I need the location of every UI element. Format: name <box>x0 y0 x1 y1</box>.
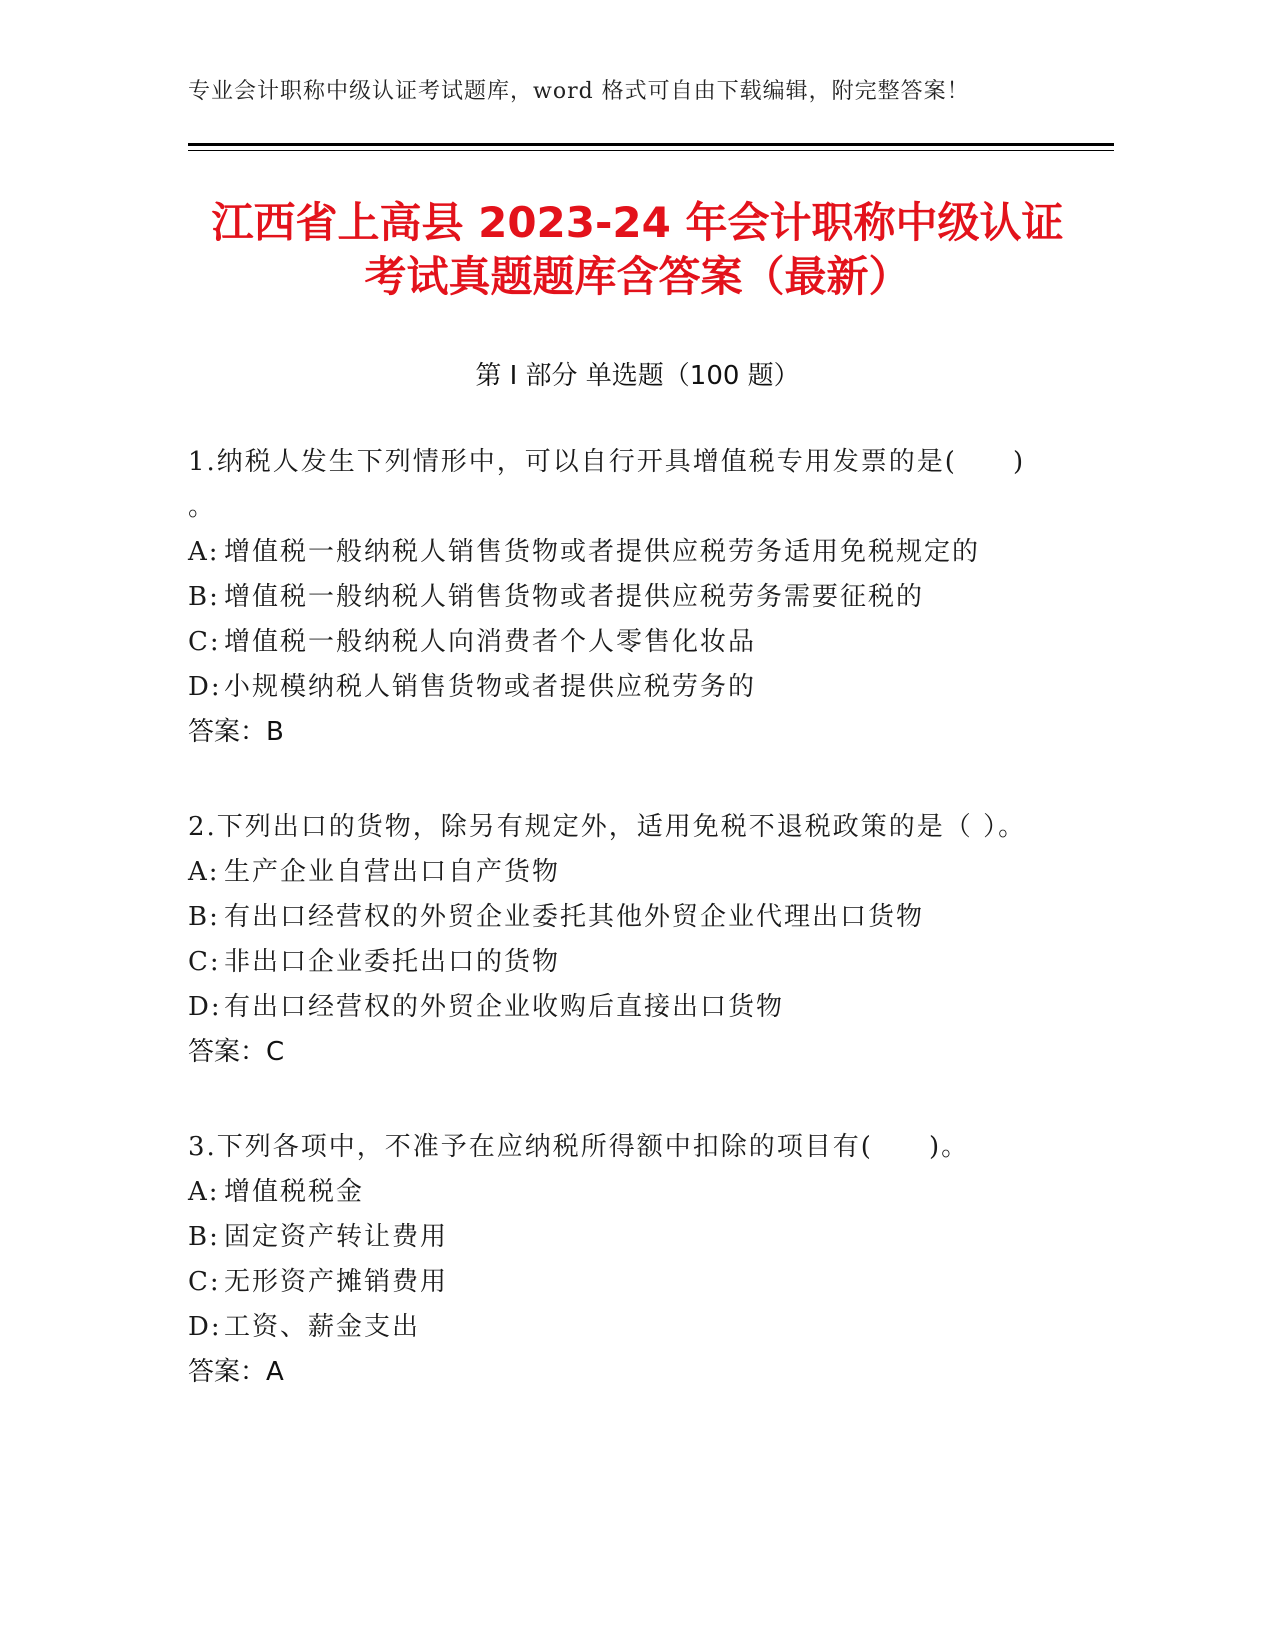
option-a <box>188 530 1088 575</box>
document-title <box>150 196 1125 304</box>
option-letter: C: <box>188 627 221 657</box>
option-c <box>188 1260 1088 1305</box>
question-stem: 1.纳税人发生下列情形中，可以自行开具增值税专用发票的是( ) <box>188 447 1026 477</box>
option-text: 生产企业自营出口自产货物 <box>224 857 561 887</box>
option-text: 小规模纳税人销售货物或者提供应税劳务的 <box>224 672 757 702</box>
answer-line: 答案：C <box>188 1037 285 1067</box>
question-stem: 2.下列出口的货物，除另有规定外，适用免税不退税政策的是（ ）。 <box>188 812 1027 842</box>
question-1 <box>188 440 1088 755</box>
header-note: 专业会计职称中级认证考试题库，word 格式可自由下载编辑，附完整答案！ <box>188 79 970 104</box>
option-text: 无形资产摊销费用 <box>224 1267 449 1297</box>
option-text: 增值税一般纳税人销售货物或者提供应税劳务需要征税的 <box>224 582 925 612</box>
option-letter: B: <box>188 902 220 932</box>
option-letter: B: <box>188 582 220 612</box>
option-a <box>188 1170 1088 1215</box>
option-a <box>188 850 1088 895</box>
option-c <box>188 620 1088 665</box>
answer-line: 答案：B <box>188 717 284 747</box>
option-d <box>188 1305 1088 1350</box>
option-text: 固定资产转让费用 <box>224 1222 449 1252</box>
title-line-1: 江西省上高县 2023-24 年会计职称中级认证 <box>211 198 1064 247</box>
question-2 <box>188 805 1088 1075</box>
option-b <box>188 575 1088 620</box>
answer-line: 答案：A <box>188 1357 284 1387</box>
option-c <box>188 940 1088 985</box>
option-letter: A: <box>188 537 220 567</box>
option-letter: C: <box>188 1267 221 1297</box>
option-letter: A: <box>188 1177 220 1207</box>
question-list <box>188 440 1088 1445</box>
option-letter: D: <box>188 992 222 1022</box>
option-text: 有出口经营权的外贸企业收购后直接出口货物 <box>224 992 785 1022</box>
option-b <box>188 1215 1088 1260</box>
header-rule-thin <box>188 150 1114 151</box>
question-3 <box>188 1125 1088 1395</box>
option-text: 有出口经营权的外贸企业委托其他外贸企业代理出口货物 <box>224 902 925 932</box>
header-rule-thick <box>188 143 1114 146</box>
option-text: 增值税税金 <box>224 1177 365 1207</box>
title-line-2: 考试真题题库含答案（最新） <box>364 252 911 301</box>
option-b <box>188 895 1088 940</box>
section-heading: 第 I 部分 单选题（100 题） <box>475 361 800 391</box>
option-d <box>188 985 1088 1030</box>
option-text: 非出口企业委托出口的货物 <box>224 947 561 977</box>
question-stem-continuation: 。 <box>188 492 217 522</box>
option-text: 增值税一般纳税人销售货物或者提供应税劳务适用免税规定的 <box>224 537 981 567</box>
option-letter: D: <box>188 672 222 702</box>
option-letter: D: <box>188 1312 222 1342</box>
option-d <box>188 665 1088 710</box>
option-letter: B: <box>188 1222 220 1252</box>
option-text: 增值税一般纳税人向消费者个人零售化妆品 <box>224 627 757 657</box>
question-stem: 3.下列各项中，不准予在应纳税所得额中扣除的项目有( )。 <box>188 1132 970 1162</box>
option-letter: C: <box>188 947 221 977</box>
option-letter: A: <box>188 857 220 887</box>
option-text: 工资、薪金支出 <box>224 1312 421 1342</box>
